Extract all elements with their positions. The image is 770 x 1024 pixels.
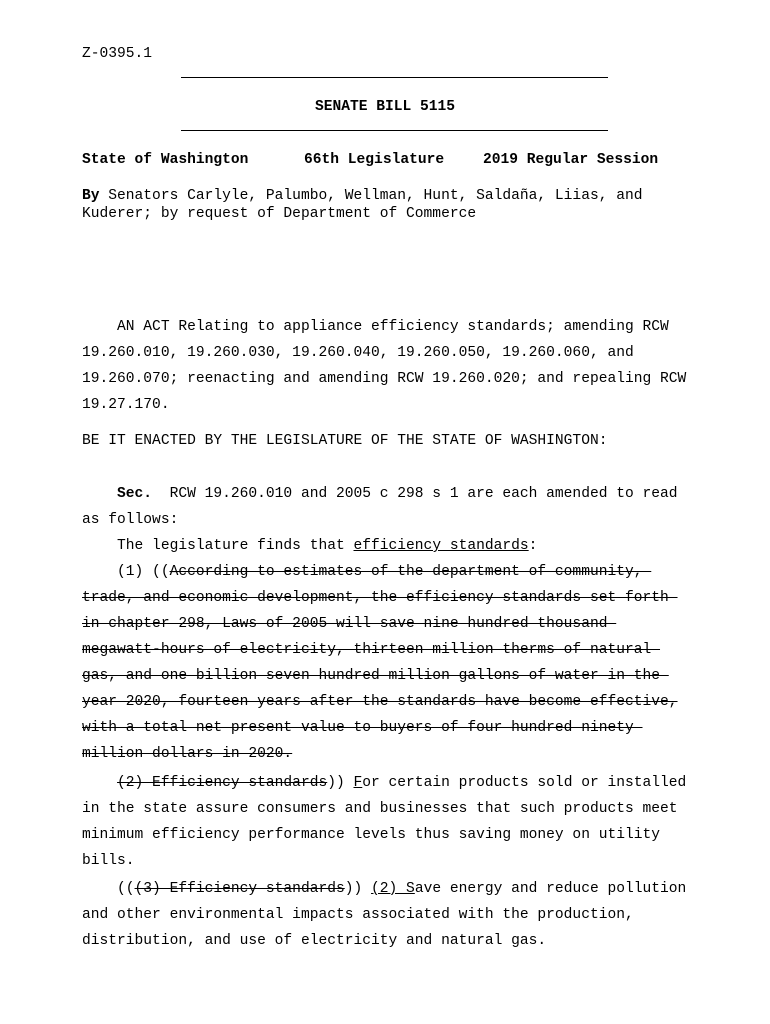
para3-line-2: and other environmental impacts associated with the production,: [82, 907, 634, 923]
para3-prefix: ((: [82, 881, 135, 897]
para2-text: or certain products sold or installed: [362, 775, 687, 791]
indent: [82, 775, 117, 791]
inserted-text: F: [353, 775, 363, 791]
deleted-text-line: megawatt-hours of electricity, thirteen million therms of natural: [82, 642, 661, 658]
title-rule-bottom: [181, 130, 608, 131]
section-line-2: as follows:: [82, 512, 179, 528]
deleted-text-line: million dollars in 2020.: [82, 746, 293, 762]
para2-line-3: minimum efficiency performance levels thus saving money on utility: [82, 827, 661, 843]
inserted-text: efficiency standards: [353, 538, 529, 554]
para2-line-1: [82, 775, 686, 791]
header-session: 2019 Regular Session: [483, 152, 659, 168]
sponsors-line-2: Kuderer; by request of Department of Commerce: [82, 206, 477, 222]
para3-line-1: [82, 881, 686, 897]
deleted-text-line: gas, and one billion seven hundred million gallons of water in the: [82, 668, 669, 684]
para3-line-3: distribution, and use of electricity and natural gas.: [82, 933, 547, 949]
deleted-text-line: year 2020, fourteen years after the standards have become effective,: [82, 694, 678, 710]
para2-close: )): [327, 775, 354, 791]
header-legislature: 66th Legislature: [304, 152, 445, 168]
act-line-1: AN ACT Relating to appliance efficiency standards; amending RCW: [82, 319, 669, 335]
findings-prefix: The legislature finds that: [82, 538, 354, 554]
sponsors-names-1: Senators Carlyle, Palumbo, Wellman, Hunt, Saldaña, Liias, and: [99, 188, 643, 204]
deleted-text: (2) Efficiency standards: [117, 775, 328, 791]
sponsors-by-label: By: [82, 188, 100, 204]
findings-line: [82, 538, 537, 554]
para3-text: ave energy and reduce pollution: [414, 881, 687, 897]
section-label: Sec.: [117, 486, 153, 502]
sponsors-line-1: [82, 188, 643, 204]
section-line-1: [82, 486, 678, 502]
header-state: State of Washington: [82, 152, 249, 168]
act-line-3: 19.260.070; reenacting and amending RCW 19.260.020; and repealing RCW: [82, 371, 687, 387]
para2-line-4: bills.: [82, 853, 135, 869]
para2-line-2: in the state assure consumers and businesses that such products meet: [82, 801, 678, 817]
section-amend-text: RCW 19.260.010 and 2005 c 298 s 1 are each amended to read: [152, 486, 678, 502]
act-line-4: 19.27.170.: [82, 397, 170, 413]
deleted-text-line: with a total net present value to buyers of four hundred ninety: [82, 720, 643, 736]
enacting-clause: BE IT ENACTED BY THE LEGISLATURE OF THE STATE OF WASHINGTON:: [82, 433, 608, 449]
title-rule-top: [181, 77, 608, 78]
deleted-text: According to estimates of the department of community,: [169, 564, 652, 580]
deleted-text-line: in chapter 298, Laws of 2005 will save nine hundred thousand: [82, 616, 617, 632]
act-line-2: 19.260.010, 19.260.030, 19.260.040, 19.260.050, 19.260.060, and: [82, 345, 634, 361]
para3-close: )): [344, 881, 372, 897]
deleted-text-line: trade, and economic development, the efficiency standards set forth: [82, 590, 678, 606]
document-code: Z-0395.1: [82, 46, 153, 62]
findings-suffix: :: [528, 538, 538, 554]
bill-title: SENATE BILL 5115: [314, 99, 456, 115]
para1-line-1: [82, 564, 651, 580]
deleted-text: (3) Efficiency standards: [134, 881, 345, 897]
para1-prefix: (1) ((: [82, 564, 170, 580]
inserted-text: (2) S: [371, 881, 415, 897]
